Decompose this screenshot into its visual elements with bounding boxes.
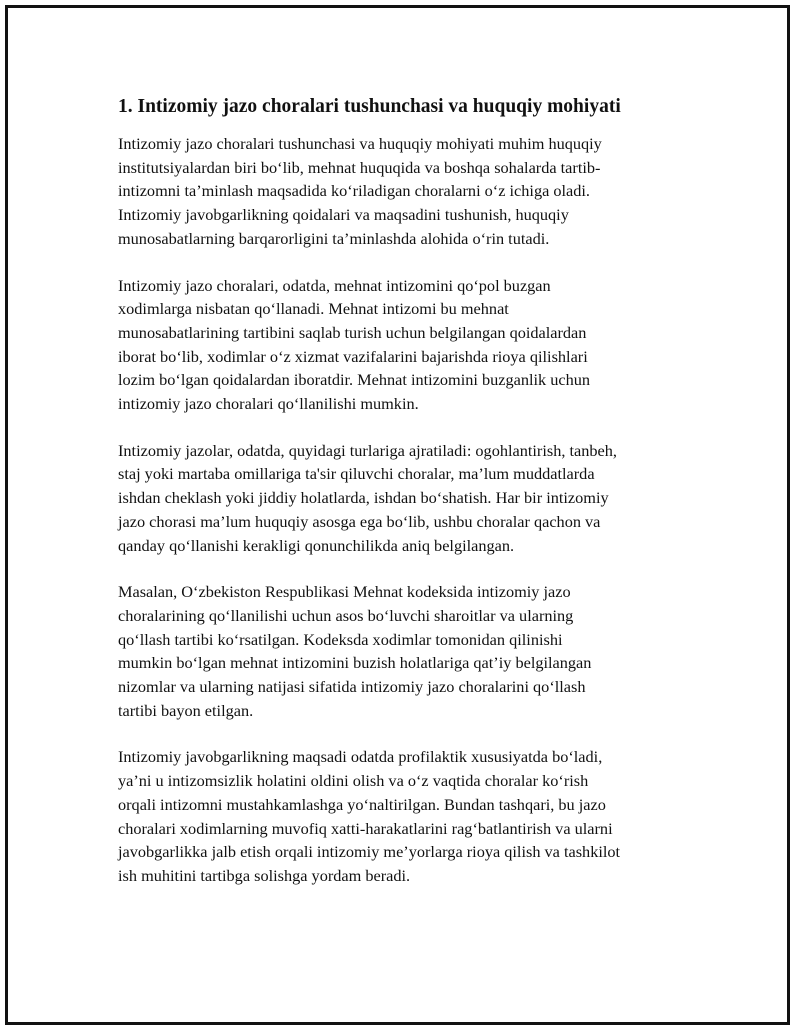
- paragraph-line: tartibi bayon etilgan.: [118, 700, 254, 720]
- paragraph-line: munosabatlarning barqarorligini ta’minlashda alohida o‘rin tutadi.: [118, 228, 550, 248]
- paragraph-line: xodimlarga nisbatan qo‘llanadi. Mehnat intizomi bu mehnat: [118, 299, 509, 319]
- paragraph-line: Intizomiy jazo choralari, odatda, mehnat intizomini qo‘pol buzgan: [118, 275, 551, 295]
- paragraph-line: orqali intizomni mustahkamlashga yo‘naltirilgan. Bundan tashqari, bu jazo: [118, 794, 606, 814]
- paragraph-line: javobgarlikka jalb etish orqali intizomiy me’yorlarga rioya qilish va tashkilot: [118, 842, 621, 862]
- paragraph-line: qo‘llash tartibi ko‘rsatilgan. Kodeksda xodimlar tomonidan qilinishi: [118, 629, 563, 649]
- section-heading: 1. Intizomiy jazo choralari tushunchasi va huquqiy mohiyati: [118, 96, 621, 117]
- paragraph-line: institutsiyalardan biri bo‘lib, mehnat huquqida va boshqa sohalarda tartib-: [118, 157, 601, 177]
- paragraph-4: [118, 580, 688, 722]
- paragraph-line: munosabatlarining tartibini saqlab turish uchun belgilangan qoidalardan: [118, 322, 587, 342]
- paragraph-line: choralari xodimlarning muvofiq xatti-harakatlarini rag‘batlantirish va ularni: [118, 818, 613, 838]
- paragraph-line: jazo chorasi ma’lum huquqiy asosga ega bo‘lib, ushbu choralar qachon va: [118, 511, 601, 531]
- paragraph-line: Intizomiy jazolar, odatda, quyidagi turlariga ajratiladi: ogohlantirish, tanbeh,: [118, 440, 617, 460]
- paragraph-line: lozim bo‘lgan qoidalardan iboratdir. Mehnat intizomini buzganlik uchun: [118, 370, 591, 390]
- paragraph-5: [118, 745, 688, 887]
- paragraph-line: ya’ni u intizomsizlik holatini oldini olish va o‘z vaqtida choralar ko‘rish: [118, 771, 589, 791]
- paragraph-2: [118, 274, 688, 416]
- paragraph-line: intizomiy jazo choralari qo‘llanilishi mumkin.: [118, 394, 419, 414]
- paragraph-line: nizomlar va ularning natijasi sifatida intizomiy jazo choralarini qo‘llash: [118, 677, 586, 697]
- paragraph-line: Intizomiy jazo choralari tushunchasi va huquqiy mohiyati muhim huquqiy: [118, 134, 602, 153]
- paragraph-line: Intizomiy javobgarlikning qoidalari va maqsadini tushunish, huquqiy: [118, 205, 569, 225]
- document-body: [118, 94, 688, 911]
- paragraph-line: intizomni ta’minlash maqsadida ko‘riladigan choralarni o‘z ichiga oladi.: [118, 181, 591, 201]
- paragraph-3: [118, 439, 688, 558]
- paragraph-line: choralarining qo‘llanilishi uchun asos bo‘luvchi sharoitlar va ularning: [118, 605, 574, 625]
- paragraph-line: qanday qo‘llanishi kerakligi qonunchilikda aniq belgilangan.: [118, 535, 515, 555]
- paragraph-line: Intizomiy javobgarlikning maqsadi odatda profilaktik xususiyatda bo‘ladi,: [118, 747, 603, 767]
- paragraph-line: iborat bo‘lib, xodimlar o‘z xizmat vazifalarini bajarishda rioya qilishlari: [118, 346, 588, 366]
- paragraph-line: staj yoki martaba omillariga ta'sir qiluvchi choralar, ma’lum muddatlarda: [118, 464, 595, 484]
- paragraph-line: ish muhitini tartibga solishga yordam beradi.: [118, 865, 411, 885]
- paragraph-line: mumkin bo‘lgan mehnat intizomini buzish holatlariga qat’iy belgilangan: [118, 653, 592, 673]
- paragraph-1: [118, 132, 688, 251]
- paragraph-line: ishdan cheklash yoki jiddiy holatlarda, ishdan bo‘shatish. Har bir intizomiy: [118, 488, 609, 508]
- paragraph-line: Masalan, O‘zbekiston Respublikasi Mehnat kodeksida intizomiy jazo: [118, 582, 571, 602]
